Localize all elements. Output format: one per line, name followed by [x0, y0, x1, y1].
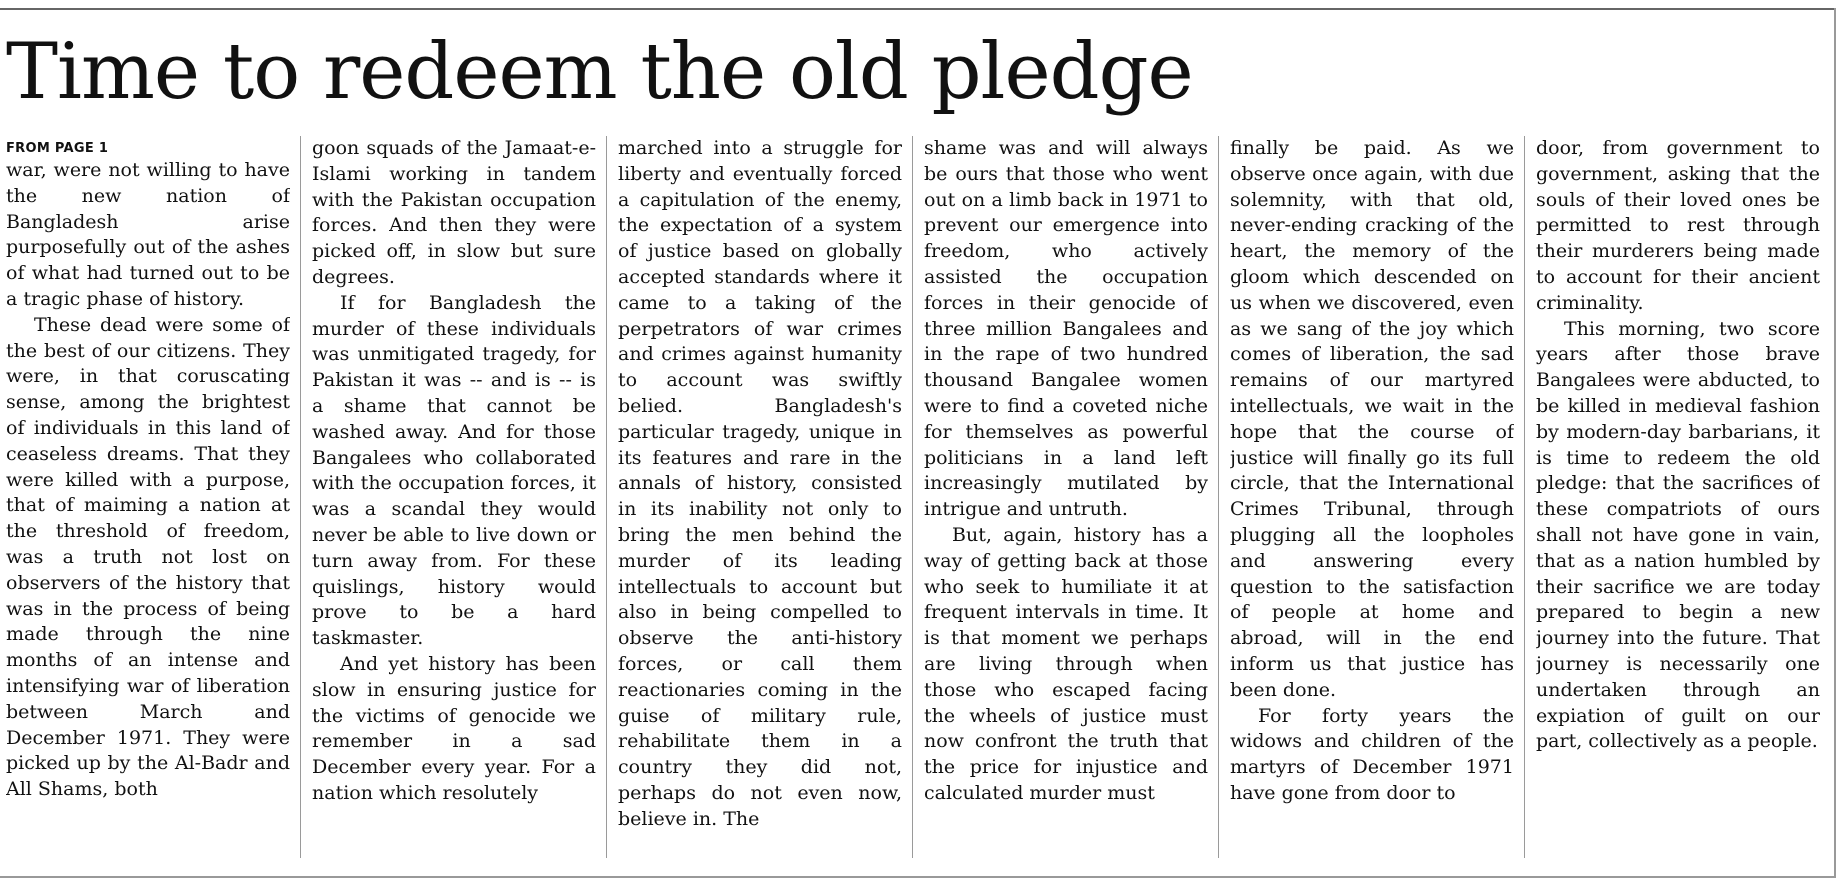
bottom-rule: [0, 876, 1836, 878]
top-rule: [0, 8, 1836, 10]
right-rule: [1834, 8, 1836, 876]
paragraph: And yet history has been slow in ensuring justice for the victims of genocide we remember in a sad December every year. For a nation which resolutely: [312, 652, 596, 804]
paragraph: marched into a struggle for liberty and eventually forced a capitulation of the enemy, the expectation of a system of justice based on globally accepted standards where it came to a taking of the perpetrators of war crimes and crimes against humanity to account was swiftly belied. Bangladesh's particular tragedy, unique in its features and rare in the annals of history, consisted in its inability not only to bring the men behind the murder of its leading intellectuals to account but also in being compelled to observe the anti-history forces, or call them reactionaries coming in the guise of military rule, rehabilitate them in a country they did not, perhaps do not even now, believe in. The: [618, 137, 902, 830]
column-divider: [606, 136, 607, 858]
paragraph: If for Bangladesh the murder of these individuals was unmitigated tragedy, for Pakistan it was -- and is -- is a shame that cannot be washed away. And for those Bangalees who collaborated with the occupation forces, it was a scandal they would never be able to live down or turn away from. For these quislings, history would prove to be a hard taskmaster.: [312, 291, 596, 650]
paragraph: shame was and will always be ours that those who went out on a limb back in 1971 to prevent our emergence into freedom, who actively assisted the occupation forces in their genocide of three million Bangalees and in the rape of two hundred thousand Bangalee women were to find a coveted niche for themselves as powerful politicians in a land left increasingly mutilated by intrigue and untruth.: [924, 137, 1208, 521]
article-column-6: [1536, 136, 1820, 866]
paragraph: But, again, history has a way of getting back at those who seek to humiliate it at frequent intervals in time. It is that moment we perhaps are living through when those who escaped facing the wheels of justice must now confront the truth that the price for injustice and calculated murder must: [924, 523, 1208, 804]
article-column-4: [924, 136, 1208, 866]
article-column-5: [1230, 136, 1514, 866]
article-column-3: [618, 136, 902, 866]
dateline: FROM PAGE 1: [6, 141, 109, 156]
column-divider: [1524, 136, 1525, 858]
paragraph: These dead were some of the best of our citizens. They were, in that coruscating sense, among the brightest of individuals in this land of ceaseless dreams. That they were killed with a purpose, that of maiming a nation at the threshold of freedom, was a truth not lost on observers of the history that was in the process of being made through the nine months of an intense and intensifying war of liberation between March and December 1971. They were picked up by the Al-Badr and All Shams, both: [6, 313, 290, 801]
column-divider: [912, 136, 913, 858]
paragraph: war, were not willing to have the new nation of Bangladesh arise purposefully out of the ashes of what had turned out to be a tragic phase of history.: [6, 159, 290, 310]
article-headline: Time to redeem the old pledge: [6, 27, 1193, 117]
article-column-2: [312, 136, 596, 866]
column-divider: [300, 136, 301, 858]
paragraph: This morning, two score years after those brave Bangalees were abducted, to be killed in medieval fashion by modern-day barbarians, it is time to redeem the old pledge: that the sacrifices of these compatriots of ours shall not have gone in vain, that as a nation humbled by their sacrifice we are today prepared to begin a new journey into the future. That journey is necessarily one undertaken through an expiation of guilt on our part, collectively as a people.: [1536, 317, 1820, 753]
paragraph: finally be paid. As we observe once again, with due solemnity, with that old, never-ending cracking of the heart, the memory of the gloom which descended on us when we discovered, even as we sang of the joy which comes of liberation, the sad remains of our martyred intellectuals, we wait in the hope that the course of justice will finally go its full circle, that the International Crimes Tribunal, through plugging all the loopholes and answering every question to the satisfaction of people at home and abroad, will in the end inform us that justice has been done.: [1230, 137, 1514, 701]
article-body: [6, 136, 1830, 866]
column-divider: [1218, 136, 1219, 858]
paragraph: For forty years the widows and children of the martyrs of December 1971 have gone from door to: [1230, 704, 1514, 804]
paragraph: door, from government to government, asking that the souls of their loved ones be permitted to rest through their murderers being made to account for their ancient criminality.: [1536, 137, 1820, 314]
paragraph: goon squads of the Jamaat-e-Islami working in tandem with the Pakistan occupation forces. And then they were picked off, in slow but sure degrees.: [312, 137, 596, 288]
article-column-1: [6, 136, 290, 866]
